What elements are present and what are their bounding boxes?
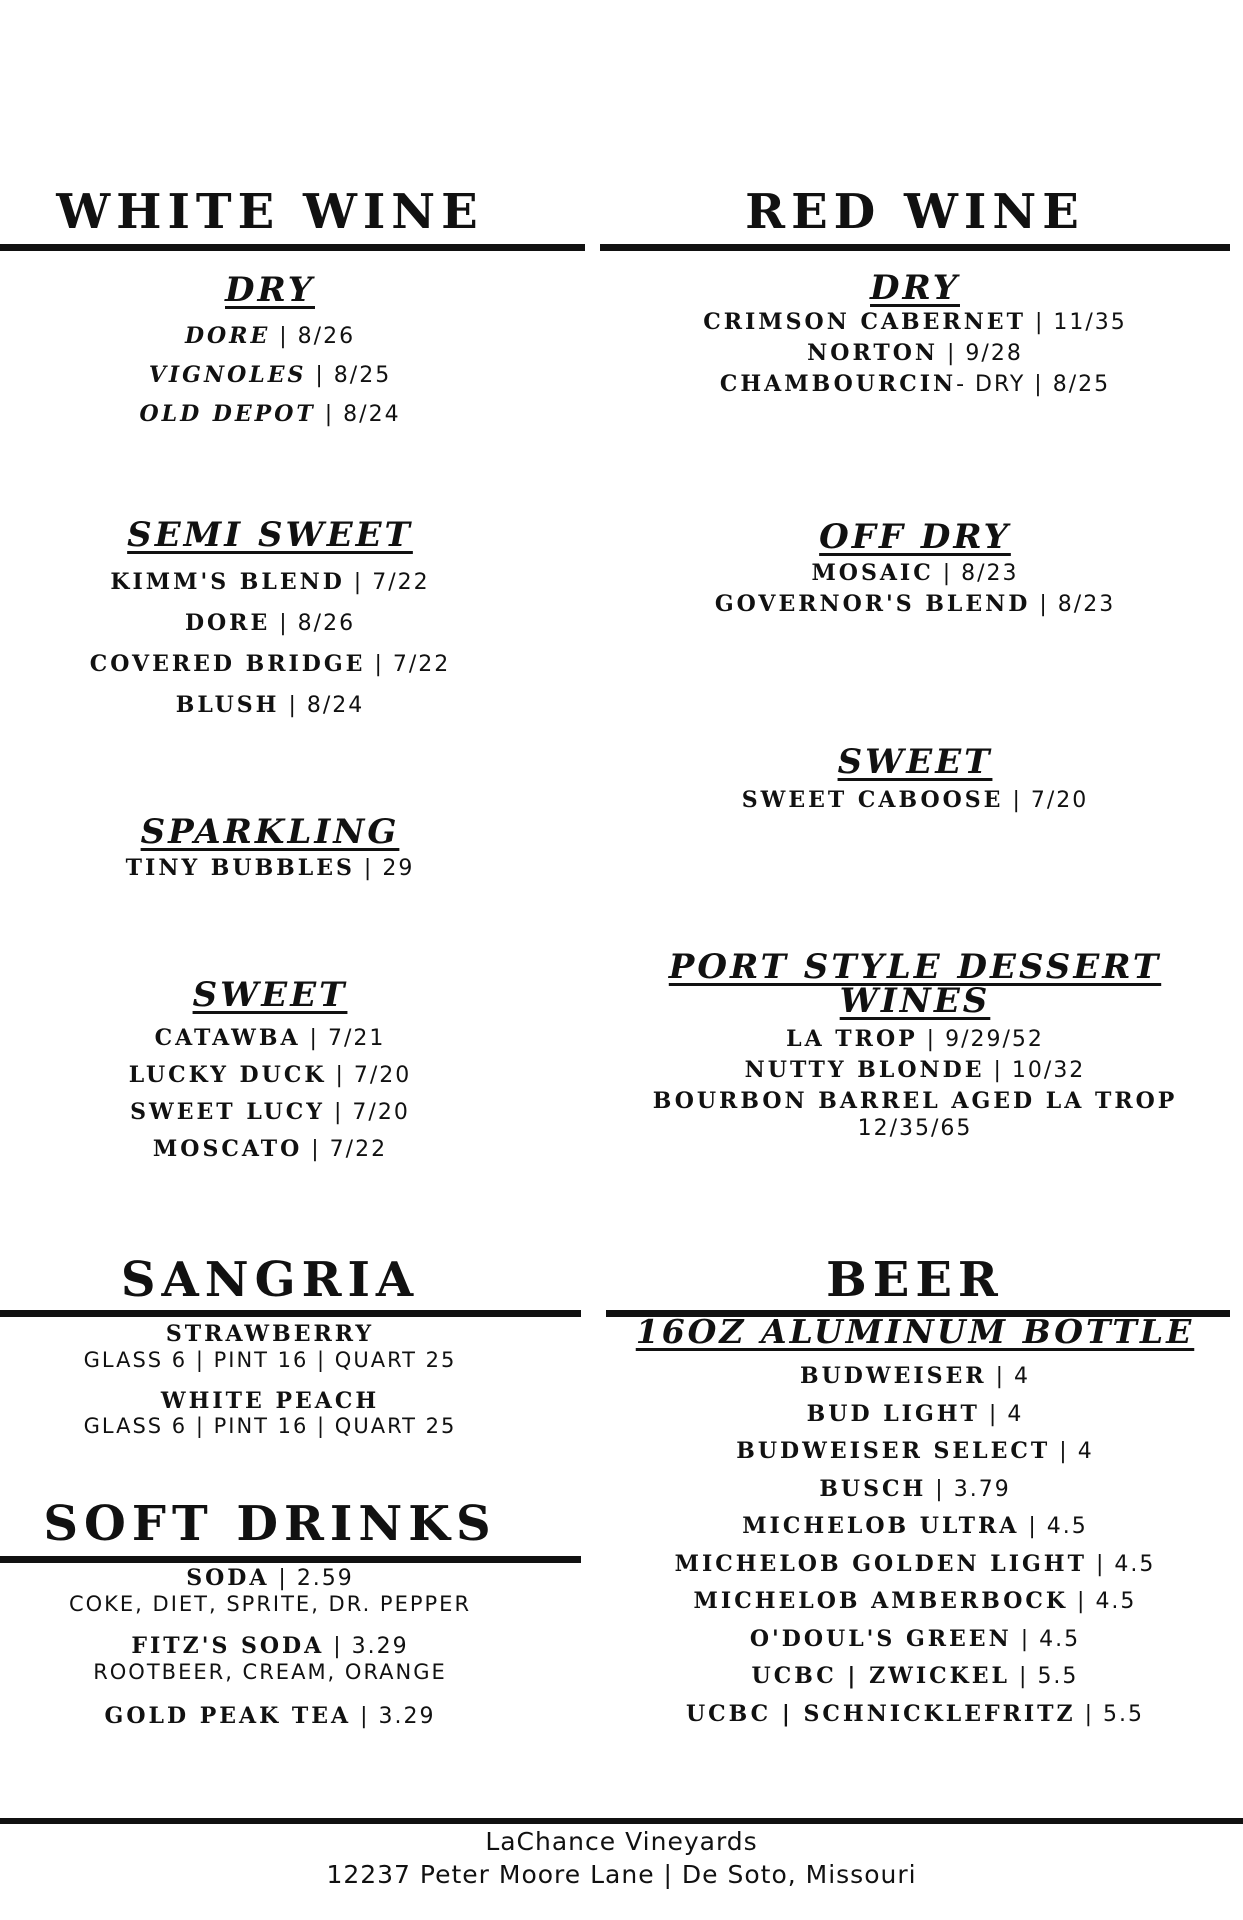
port-title-line2: WINES [839, 981, 991, 1021]
red-port-section [600, 947, 1230, 1141]
list-item: BUDWEISER SELECT | 4 [736, 1438, 1094, 1465]
list-item: DORE | 8/26 [184, 323, 356, 350]
list-item: MICHELOB ULTRA | 4.5 [742, 1513, 1088, 1540]
white-sweet-section [0, 977, 540, 1168]
list-item: UCBC | ZWICKEL | 5.5 [751, 1663, 1079, 1690]
soft-drinks-rule [0, 1556, 581, 1563]
sangria-rule [0, 1310, 581, 1317]
sangria-heading: SANGRIA [120, 1252, 420, 1308]
list-item: COVERED BRIDGE | 7/22 [89, 651, 451, 678]
list-item: NUTTY BLONDE | 10/32 [744, 1057, 1086, 1083]
white-semi-sweet-title: SEMI SWEET [127, 515, 413, 555]
list-item: CRIMSON CABERNET | 11/35 [703, 309, 1127, 336]
sangria-section [0, 1320, 540, 1438]
white-sweet-title: SWEET [192, 975, 348, 1015]
white-sparkling-section [0, 814, 540, 884]
list-item: SWEET CABOOSE | 7/20 [741, 787, 1089, 814]
list-item: BOURBON BARREL AGED LA TROP [652, 1088, 1178, 1114]
white-dry-title: DRY [225, 270, 315, 310]
list-item: GOLD PEAK TEA | 3.29 [104, 1703, 436, 1730]
beer-subtitle: 16OZ ALUMINUM BOTTLE [635, 1312, 1195, 1351]
list-item: SODA | 2.59 COKE, DIET, SPRITE, DR. PEPPER [68, 1565, 472, 1616]
red-wine-heading: RED WINE [745, 184, 1085, 240]
footer [0, 1826, 1243, 1891]
list-item: STRAWBERRY GLASS 6 | PINT 16 | QUART 25 [83, 1321, 457, 1372]
list-item: WHITE PEACH GLASS 6 | PINT 16 | QUART 25 [83, 1388, 457, 1439]
beer-heading: BEER [826, 1252, 1004, 1308]
list-item: NORTON | 9/28 [807, 340, 1023, 367]
list-item: FITZ'S SODA | 3.29 ROOTBEER, CREAM, ORANGE [93, 1633, 447, 1685]
list-item: O'DOUL'S GREEN | 4.5 [749, 1625, 1081, 1652]
list-item: MOSCATO | 7/22 [152, 1136, 388, 1163]
red-off-dry-title: OFF DRY [819, 517, 1011, 557]
footer-rule [0, 1818, 1243, 1824]
list-item: BUD LIGHT | 4 [806, 1400, 1024, 1427]
list-item: LA TROP | 9/29/52 [786, 1026, 1044, 1052]
list-item: KIMM'S BLEND | 7/22 [110, 569, 430, 596]
bourbon-price: 12/35/65 [857, 1116, 973, 1141]
list-item: BUSCH | 3.79 [819, 1475, 1011, 1502]
list-item: DORE | 8/26 [184, 610, 356, 637]
red-port-title [600, 947, 1230, 1021]
list-item: GOVERNOR'S BLEND | 8/23 [714, 591, 1116, 618]
white-semi-sweet-section [0, 517, 540, 726]
soft-drinks-heading: SOFT DRINKS [43, 1496, 497, 1552]
list-item: SWEET LUCY | 7/20 [130, 1099, 410, 1126]
white-wine-rule [0, 244, 585, 251]
port-title-line1: PORT STYLE DESSERT [668, 947, 1162, 987]
list-item: LUCKY DUCK | 7/20 [128, 1062, 412, 1089]
footer-address: 12237 Peter Moore Lane | De Soto, Missouri [326, 1859, 917, 1889]
white-sparkling-title: SPARKLING [140, 812, 400, 852]
red-dry-title: DRY [870, 268, 960, 308]
soft-drinks-section [0, 1564, 540, 1731]
list-item: MICHELOB AMBERBOCK | 4.5 [693, 1588, 1137, 1615]
list-item: BUDWEISER | 4 [800, 1363, 1030, 1390]
list-item: BLUSH | 8/24 [175, 692, 365, 719]
white-wine-heading: WHITE WINE [56, 184, 484, 240]
white-dry-section [0, 272, 540, 434]
list-item: VIGNOLES | 8/25 [148, 362, 392, 389]
list-item: TINY BUBBLES | 29 [125, 855, 415, 882]
list-item: UCBC | SCHNICKLEFRITZ | 5.5 [685, 1700, 1145, 1727]
red-sweet-section [600, 744, 1230, 818]
list-item: MICHELOB GOLDEN LIGHT | 4.5 [674, 1550, 1156, 1577]
beer-section [600, 1314, 1230, 1733]
list-item: MOSAIC | 8/23 [811, 560, 1019, 587]
list-item: OLD DEPOT | 8/24 [139, 401, 401, 428]
footer-venue-name: LaChance Vineyards [485, 1827, 758, 1856]
red-wine-rule [600, 244, 1230, 251]
list-item: CATAWBA | 7/21 [154, 1025, 386, 1052]
red-off-dry-section [600, 519, 1230, 620]
list-item: CHAMBOURCIN- DRY | 8/25 [719, 371, 1111, 398]
red-sweet-title: SWEET [837, 742, 993, 782]
red-dry-section [600, 270, 1230, 400]
